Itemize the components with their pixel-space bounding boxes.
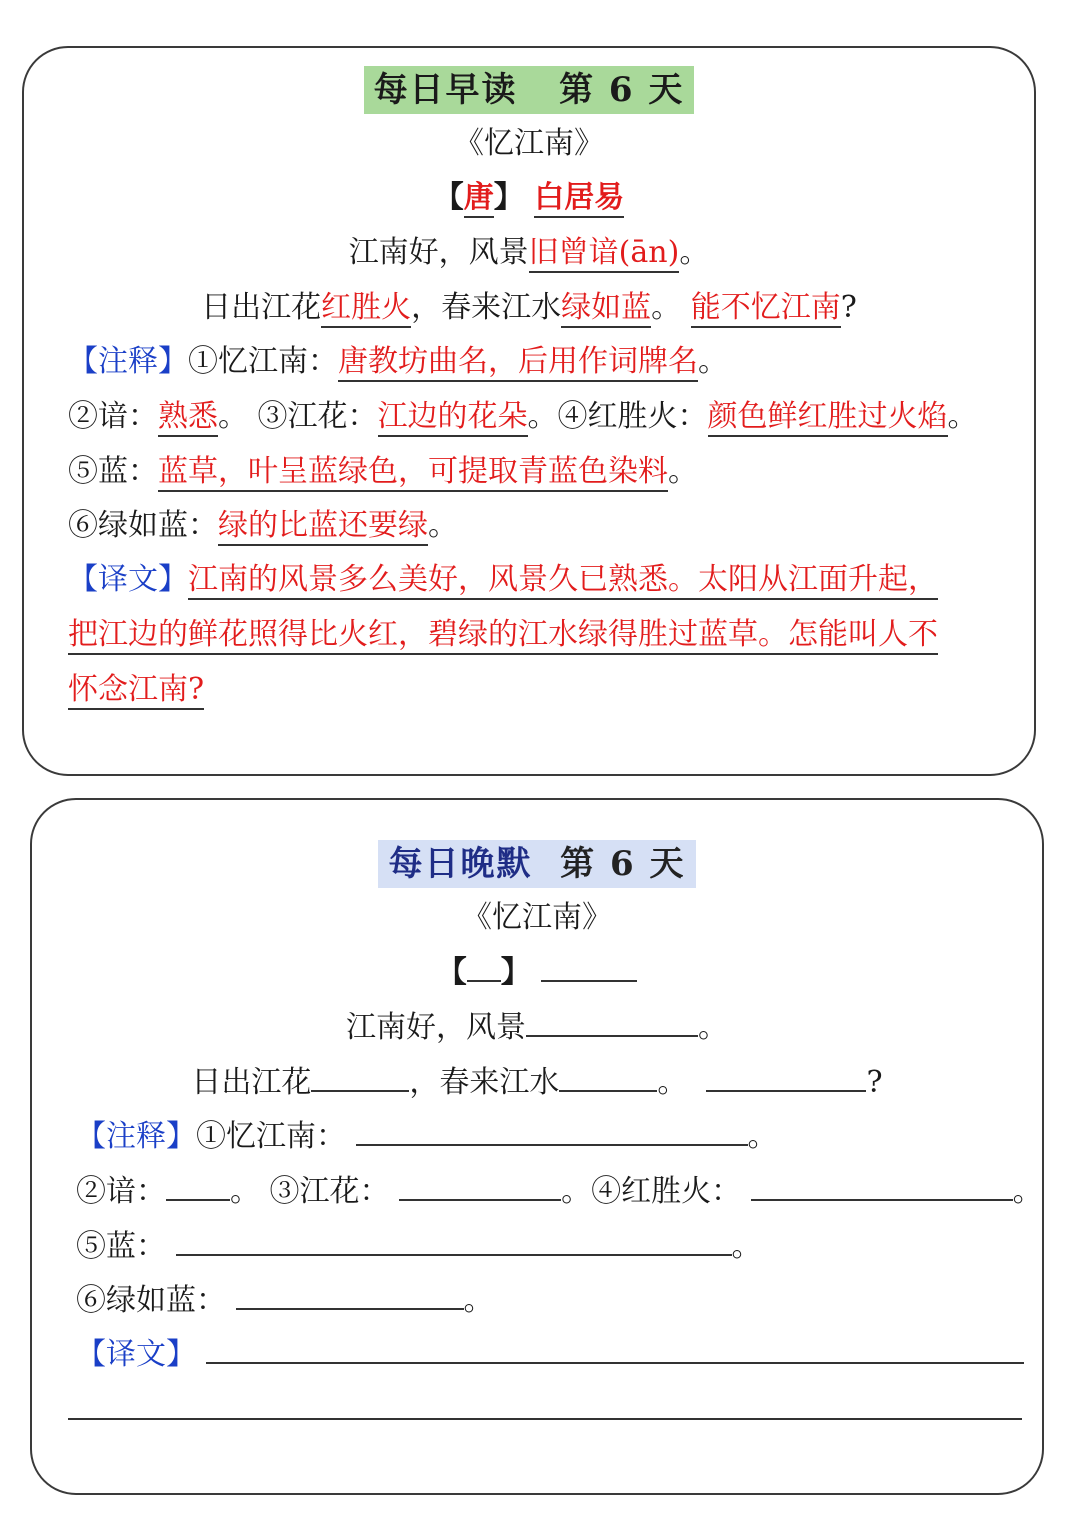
evening-title-label: 每日晚默	[388, 844, 533, 884]
morning-day-label: 第 6 天	[559, 70, 685, 110]
note-line-2: ②谙：熟悉。 ③江花：江边的花朵。④红胜火：颜色鲜红胜过火焰。	[24, 395, 1034, 439]
translation-line-3	[24, 668, 1034, 712]
fill-blank[interactable]	[399, 1169, 561, 1201]
morning-title-label: 每日早读	[373, 70, 518, 110]
translation-line-2	[24, 613, 1034, 657]
fill-blank[interactable]	[166, 1169, 230, 1201]
translation-line-1	[24, 558, 1034, 602]
note-line-4: ⑥绿如蓝： 。	[32, 1278, 1042, 1323]
note-label: 【注释】	[76, 1119, 196, 1154]
morning-reading-card	[22, 46, 1036, 776]
dynasty: 唐	[464, 180, 494, 218]
morning-title-row	[24, 66, 1034, 114]
poem-line-1: 江南好，风景 。	[32, 1005, 1042, 1050]
note-line-4: ⑥绿如蓝：绿的比蓝还要绿。	[24, 504, 1034, 548]
answer: 颜色鲜红胜过火焰	[708, 399, 948, 437]
evening-title	[378, 840, 695, 888]
answer: 唐教坊曲名，后用作词牌名	[338, 344, 698, 382]
fill-blank[interactable]	[311, 1060, 409, 1092]
note-line-2: ②谙： 。 ③江花： 。④红胜火： 。	[32, 1169, 1042, 1214]
fill-blank[interactable]	[356, 1114, 748, 1146]
fill-blank[interactable]	[176, 1224, 732, 1256]
answer: 绿的比蓝还要绿	[218, 508, 428, 546]
translation-blank-line[interactable]	[68, 1418, 1022, 1420]
answer: 熟悉	[158, 399, 218, 437]
author-blank[interactable]	[541, 950, 637, 982]
answer: 绿如蓝	[561, 290, 651, 328]
answer: 红胜火	[321, 290, 411, 328]
fill-blank[interactable]	[706, 1060, 866, 1092]
translation-label: 【译文】	[76, 1337, 196, 1372]
fill-blank[interactable]	[559, 1060, 657, 1092]
evening-day-label: 第 6 天	[560, 844, 686, 884]
translation-text: 怀念江南?	[68, 672, 204, 710]
note-label: 【注释】	[68, 344, 188, 379]
evening-dictation-card	[30, 798, 1044, 1495]
translation-line-1	[32, 1332, 1042, 1377]
translation-text: 江南的风景多么美好，风景久已熟悉。太阳从江面升起，	[188, 562, 938, 600]
poem-title: 《忆江南》	[454, 126, 604, 161]
evening-title-row	[32, 840, 1042, 888]
poem-title: 《忆江南》	[462, 900, 612, 935]
answer: 蓝草，叶呈蓝绿色，可提取青蓝色染料	[158, 454, 668, 492]
poem-line-2: 日出江花红胜火，春来江水绿如蓝。 能不忆江南?	[24, 286, 1034, 330]
answer: 旧曾谙(ān)	[529, 235, 680, 273]
dynasty-blank[interactable]	[467, 950, 501, 982]
note-line-1: 【注释】①忆江南： 。	[32, 1114, 1042, 1159]
translation-text: 把江边的鲜花照得比火红，碧绿的江水绿得胜过蓝草。怎能叫人不	[68, 617, 938, 655]
fill-blank[interactable]	[751, 1169, 1013, 1201]
fill-blank[interactable]	[526, 1005, 698, 1037]
author-line: 【唐】 白居易	[24, 176, 1034, 220]
note-line-3: ⑤蓝：蓝草，叶呈蓝绿色，可提取青蓝色染料。	[24, 450, 1034, 494]
translation-label: 【译文】	[68, 562, 188, 597]
answer: 江边的花朵	[378, 399, 528, 437]
note-line-3: ⑤蓝： 。	[32, 1224, 1042, 1269]
poem-line-1: 江南好，风景旧曾谙(ān)。	[24, 231, 1034, 275]
fill-blank[interactable]	[236, 1278, 464, 1310]
poem-line-2: 日出江花 ，春来江水 。 ?	[32, 1060, 1042, 1105]
author: 白居易	[534, 180, 624, 218]
translation-blank[interactable]	[206, 1332, 1024, 1364]
answer: 能不忆江南	[691, 290, 841, 328]
morning-title	[364, 66, 695, 114]
note-line-1: 【注释】①忆江南：唐教坊曲名，后用作词牌名。	[24, 340, 1034, 384]
author-line: 【 】	[32, 950, 1042, 995]
